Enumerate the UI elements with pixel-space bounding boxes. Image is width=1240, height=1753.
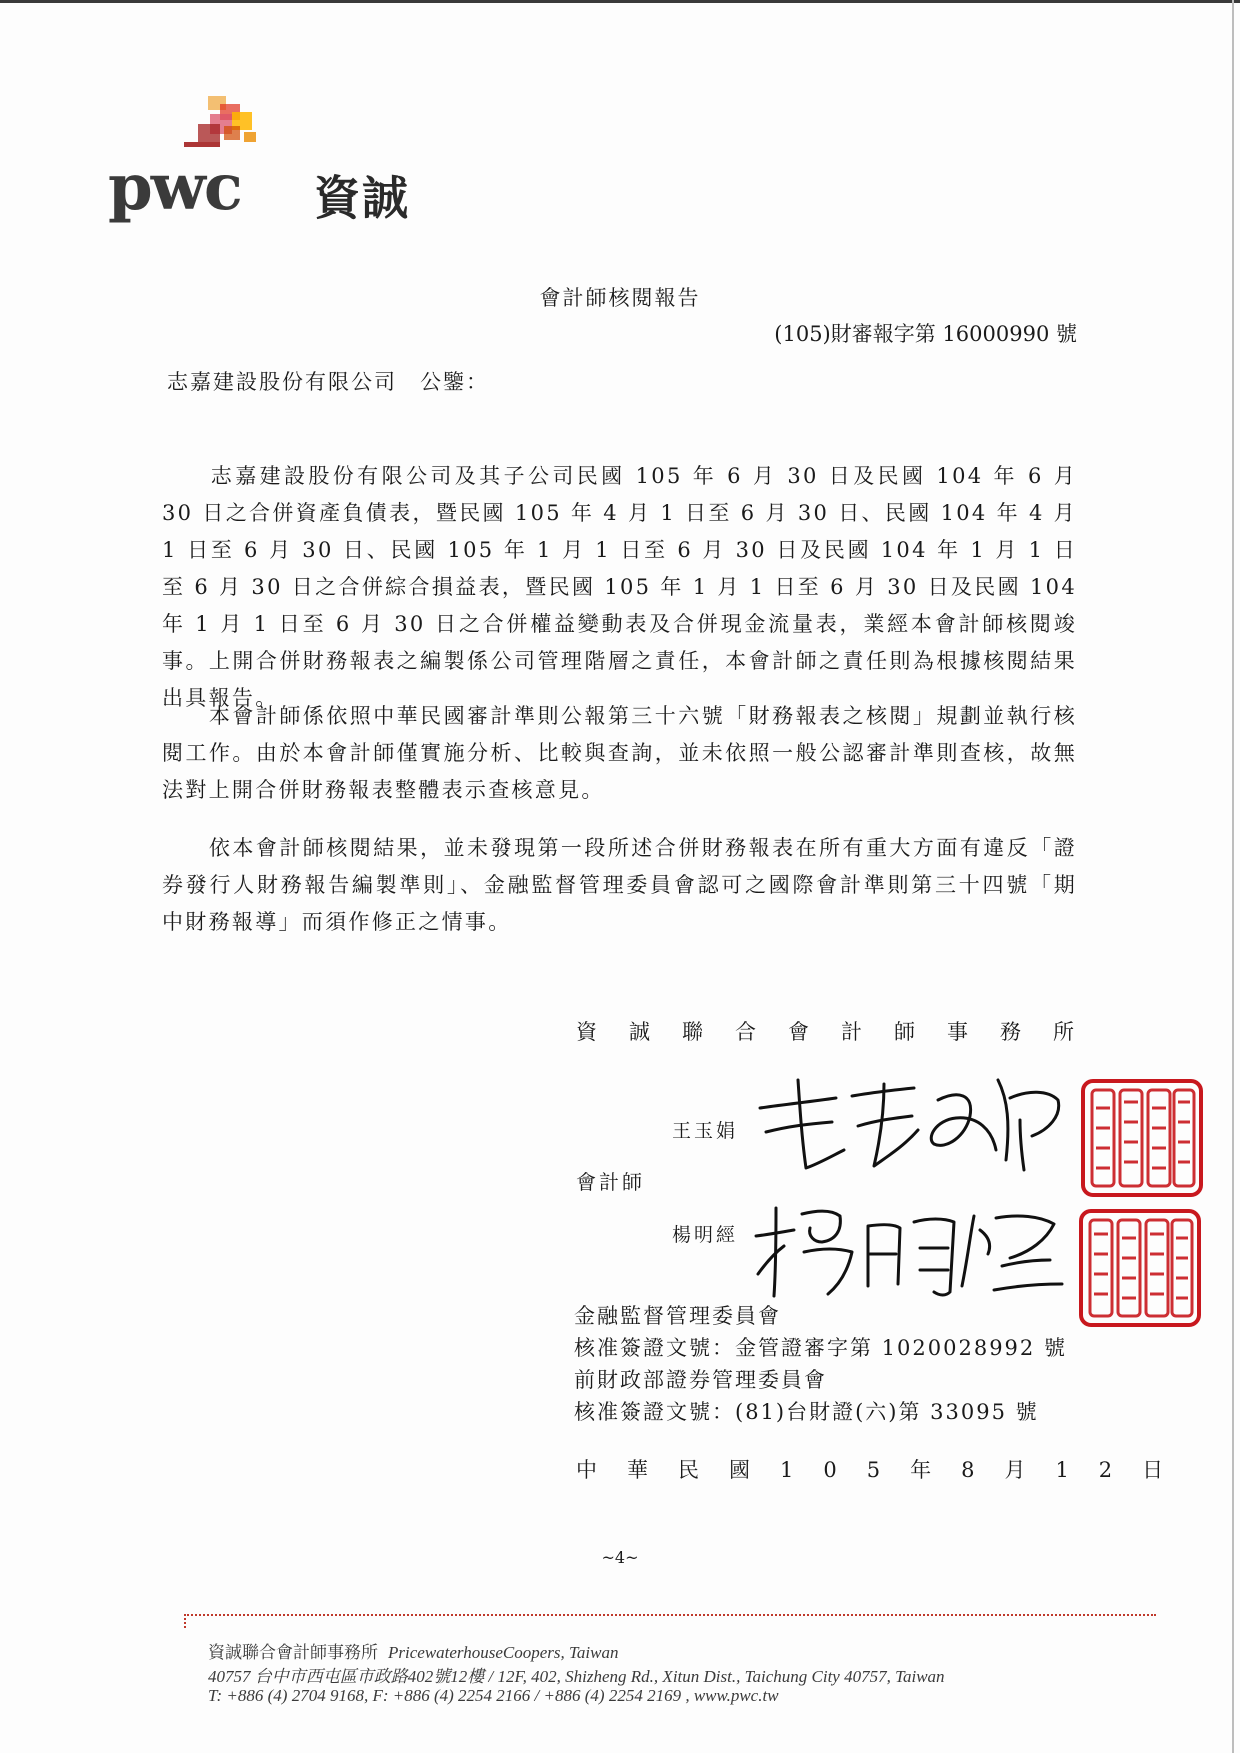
report-date: 中華民國105年8月12日 [576, 1458, 1194, 1482]
cpa1-name: 王玉娟 [672, 1120, 739, 1142]
signature-1-icon [748, 1060, 1068, 1180]
signature-2-icon [748, 1196, 1068, 1306]
footer-divider-corner [184, 1614, 186, 1628]
approval-authority-1: 金融監督管理委員會 [574, 1304, 781, 1328]
cpa-label: 會計師 [576, 1170, 645, 1194]
pwc-logo-mark-icon [180, 96, 276, 156]
pwc-logo-text: pwc [108, 150, 241, 225]
seal-stamp-2-icon [1078, 1208, 1202, 1328]
report-title: 會計師核閱報告 [539, 286, 701, 310]
scan-edge-top [0, 0, 1240, 3]
paragraph-scope: 志嘉建設股份有限公司及其子公司民國 105 年 6 月 30 日及民國 104 年 6 月 30 日之合併資產負債表，暨民國 105 年 4 月 1 日至 6 月 30 日、民國 104 年 4 月 1 日至 6 月 30 日、民國 105 年 1 月 1 日至 6 月 30 日及民國 104 年 1 月 1 日至 6 月 30 日之合併綜合損益表，暨民國 105 年 1 月 1 日至 6 月 30 日及民國 104 年 1 月 1 日至 6 月 30 日之合併權益變動表及合併現金流量表，業經本會計師核閱竣事。上開合併財務報表之編製係公司管理階層之責任，本會計師之責任則為根據核閱結果出具報告。 [162, 464, 1077, 710]
paragraph-conclusion: 依本會計師核閱結果，並未發現第一段所述合併財務報表在所有重大方面有違反「證券發行人財務報告編製準則」、金融監督管理委員會認可之國際會計準則第三十四號「期中財務報導」而須作修正之情事。 [162, 836, 1077, 934]
approval-number-2: 核准簽證文號：(81)台財證(六)第 33095 號 [574, 1400, 1039, 1424]
footer-address: 40757 台中市西屯區市政路402號12樓 / 12F, 402, Shizheng Rd., Xitun Dist., Taichung City 40757, Taiwan [208, 1667, 945, 1686]
approval-authority-2: 前財政部證券管理委員會 [574, 1368, 827, 1392]
approval-number-1: 核准簽證文號：金管證審字第 1020028992 號 [574, 1336, 1067, 1360]
pwc-logo-chinese: 資誠 [314, 171, 410, 225]
report-number: (105)財審報字第 16000990 號 [774, 322, 1077, 346]
footer-firm [208, 1638, 618, 1663]
footer-contact: T: +886 (4) 2704 9168, F: +886 (4) 2254 2166 / +886 (4) 2254 2169 , www.pwc.tw [208, 1686, 779, 1705]
paragraph-basis: 本會計師係依照中華民國審計準則公報第三十六號「財務報表之核閱」規劃並執行核閱工作。由於本會計師僅實施分析、比較與查詢，並未依照一般公認審計準則查核，故無法對上開合併財務報表整體表示查核意見。 [162, 704, 1077, 802]
footer-firm-english: PricewaterhouseCoopers, Taiwan [388, 1643, 619, 1662]
page-number: ~4~ [601, 1548, 639, 1567]
addressee: 志嘉建設股份有限公司 公鑒： [167, 370, 489, 394]
footer-divider [184, 1614, 1156, 1616]
cpa2-name: 楊明經 [672, 1224, 739, 1246]
footer-firm-chinese: 資誠聯合會計師事務所 [208, 1643, 378, 1662]
firm-name: 資誠聯合會計師事務所 [576, 1020, 1106, 1044]
seal-stamp-1-icon [1080, 1078, 1204, 1198]
scan-edge-right [1232, 0, 1234, 1753]
